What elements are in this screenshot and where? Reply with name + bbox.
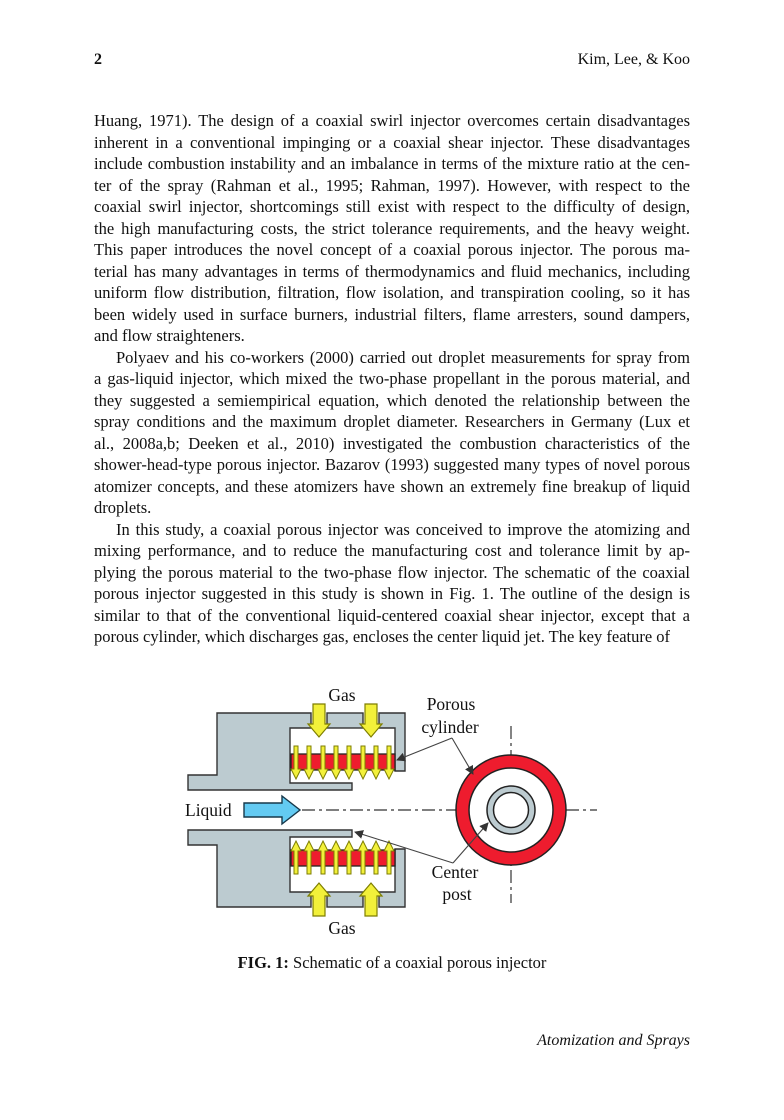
page-number: 2 <box>94 51 102 68</box>
text-line: porous injector suggested in this study is shown in Fig. 1. The outline of the design is <box>94 584 690 603</box>
text-line: In this study, a coaxial porous injector was conceived to improve the atomizing and <box>116 519 690 539</box>
label-gas-top: Gas <box>328 685 356 705</box>
text-line: similar to that of the conventional liquid-centered coaxial shear injector, except that a <box>94 605 690 625</box>
journal-footer: Atomization and Sprays <box>537 1032 690 1049</box>
text-line: This paper introduces the novel concept of a coaxial porous injector. The porous ma- <box>94 240 690 259</box>
center-post-ring-inner <box>494 793 529 828</box>
label-porous-cylinder-line1: Porous <box>426 694 476 714</box>
label-gas-bottom: Gas <box>328 918 356 938</box>
leader-porous-to-ring <box>452 738 473 774</box>
text-line: inherent in a conventional impinging or a coaxial shear injector. These disadvantages <box>94 132 690 152</box>
text-line: atomizer concepts, and these atomizers have shown an extremely fine breakup of liquid <box>94 476 690 496</box>
figure-1 <box>185 682 705 950</box>
label-center-post-line1: Center <box>431 862 479 882</box>
figure-caption <box>0 953 784 973</box>
text-line: been widely used in surface burners, industrial filters, flame arresters, sound dampers, <box>94 304 690 324</box>
figure-caption-label: FIG. 1: <box>237 953 289 972</box>
text-line: Polyaev and his co-workers (2000) carried out droplet measurements for spray from <box>116 347 690 367</box>
liquid-arrow <box>244 796 300 824</box>
text-line: terial has many advantages in terms of thermodynamics and fluid mechanics, including <box>94 261 690 281</box>
injector-bottom-plate-segment <box>327 892 363 907</box>
text-line: the high manufacturing costs, the strict tolerance requirements, and the heavy weight. <box>94 218 690 238</box>
label-porous-cylinder-line2: cylinder <box>421 717 479 737</box>
page-header <box>94 51 690 69</box>
text-line: a gas-liquid injector, which mixed the two-phase propellant in the porous material, and <box>94 369 690 388</box>
text-line: spray conditions and the maximum droplet diameter. Researchers in Germany (Lux et <box>94 412 690 431</box>
label-center-post-line2: post <box>442 884 472 904</box>
body-text <box>94 110 690 648</box>
text-line: mixing performance, and to reduce the manufacturing cost and tolerance limit by ap- <box>94 541 690 560</box>
text-line: coaxial swirl injector, shortcomings still exist with respect to the difficulty of design, <box>94 197 690 216</box>
figure-caption-text: Schematic of a coaxial porous injector <box>293 953 547 972</box>
text-line: porous cylinder, which discharges gas, encloses the center liquid jet. The key feature of <box>94 627 671 646</box>
text-line: shower-head-type porous injector. Bazarov (1993) suggested many types of novel porous <box>94 455 690 474</box>
figure-1-schematic <box>185 682 705 950</box>
running-head: Kim, Lee, & Koo <box>577 51 690 68</box>
injector-top-plate-segment <box>327 713 363 728</box>
text-line: al., 2008a,b; Deeken et al., 2010) investigated the combustion characteristics of the <box>94 433 690 453</box>
text-line: they suggested a semiempirical equation, which denoted the relationship between the <box>94 390 690 410</box>
text-line: and flow straighteners. <box>94 326 245 345</box>
text-line: droplets. <box>94 498 152 517</box>
text-line: include combustion instability and an imbalance in terms of the mixture ratio at the cen- <box>94 154 690 173</box>
label-liquid: Liquid <box>185 800 232 820</box>
text-line: plying the porous material to the two-phase flow injector. The schematic of the coaxial <box>94 562 690 582</box>
text-line: ter of the spray (Rahman et al., 1995; Rahman, 1997). However, with respect to the <box>94 175 690 195</box>
text-line: Huang, 1971). The design of a coaxial swirl injector overcomes certain disadvantages <box>94 111 690 130</box>
text-line: uniform flow distribution, filtration, flow isolation, and transpiration cooling, so it has <box>94 283 690 302</box>
